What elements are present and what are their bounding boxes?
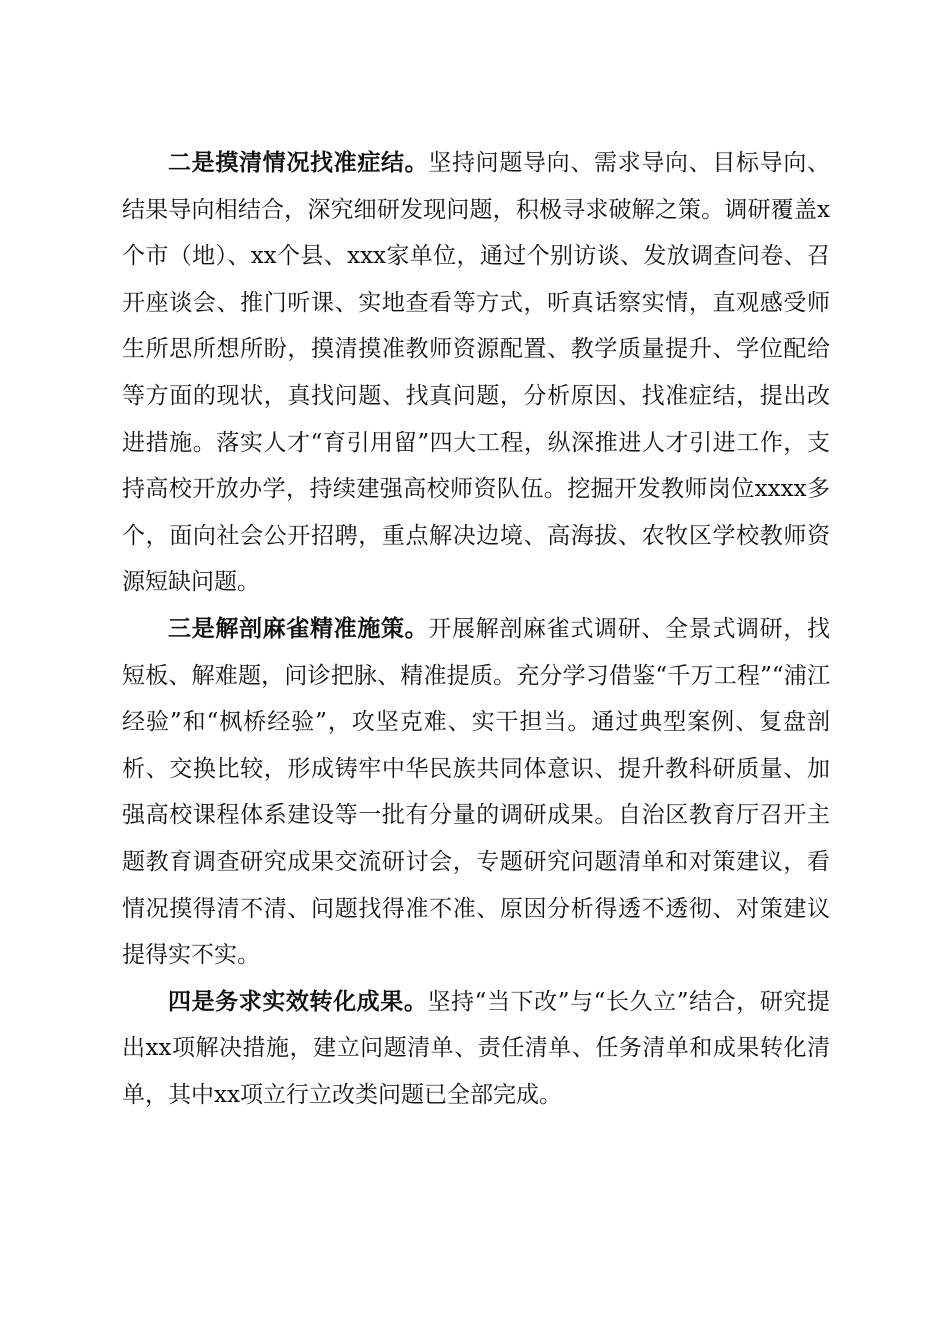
paragraph-3-text: 开展解剖麻雀式调研、全景式调研，找短板、解难题，问诊把脉、精准提质。充分学习借鉴“千万工程”“浦江经验”和“枫桥经验”，攻坚克难、实干担当。通过典型案例、复盘剖析、交换比较，形成铸牢中华民族共同体意识、提升教科研质量、加强高校课程体系建设等一批有分量的调研成果。自治区教育厅召开主题教育调查研究成果交流研讨会，专题研究问题清单和对策建议，看情况摸得清不清、问题找得准不准、原因分析得透不透彻、对策建议提得实不实。 [122, 615, 831, 969]
paragraph-2-text: 坚持问题导向、需求导向、目标导向、结果导向相结合，深究细研发现问题，积极寻求破解之策。调研覆盖x个市（地）、xx个县、xxx家单位，通过个别访谈、发放调查问卷、召开座谈会、推门听课、实地查看等方式，听真话察实情，直观感受师生所思所想所盼，摸清摸准教师资源配置、教学质量提升、学位配给等方面的现状，真找问题、找真问题，分析原因、找准症结，提出改进措施。落实人才“育引用留”四大工程，纵深推进人才引进工作，支持高校开放办学，持续建强高校师资队伍。挖掘开发教师岗位xxxx多个，面向社会公开招聘，重点解决边境、高海拔、农牧区学校教师资源短缺问题。 [122, 150, 831, 596]
paragraph-3-heading: 三是解剖麻雀精准施策。 [168, 614, 429, 642]
paragraph-4-text: 坚持“当下改”与“长久立”结合，研究提出xx项解决措施，建立问题清单、责任清单、任务清单和成果转化清单，其中xx项立行立改类问题已全部完成。 [122, 988, 830, 1108]
paragraph-4-heading: 四是务求实效转化成果。 [168, 987, 428, 1015]
paragraph-2-heading: 二是摸清情况找准症结。 [168, 149, 429, 176]
paragraph-4 [122, 979, 830, 1119]
paragraph-2 [122, 140, 830, 606]
paragraph-3 [122, 606, 830, 979]
document-body [122, 140, 830, 1118]
